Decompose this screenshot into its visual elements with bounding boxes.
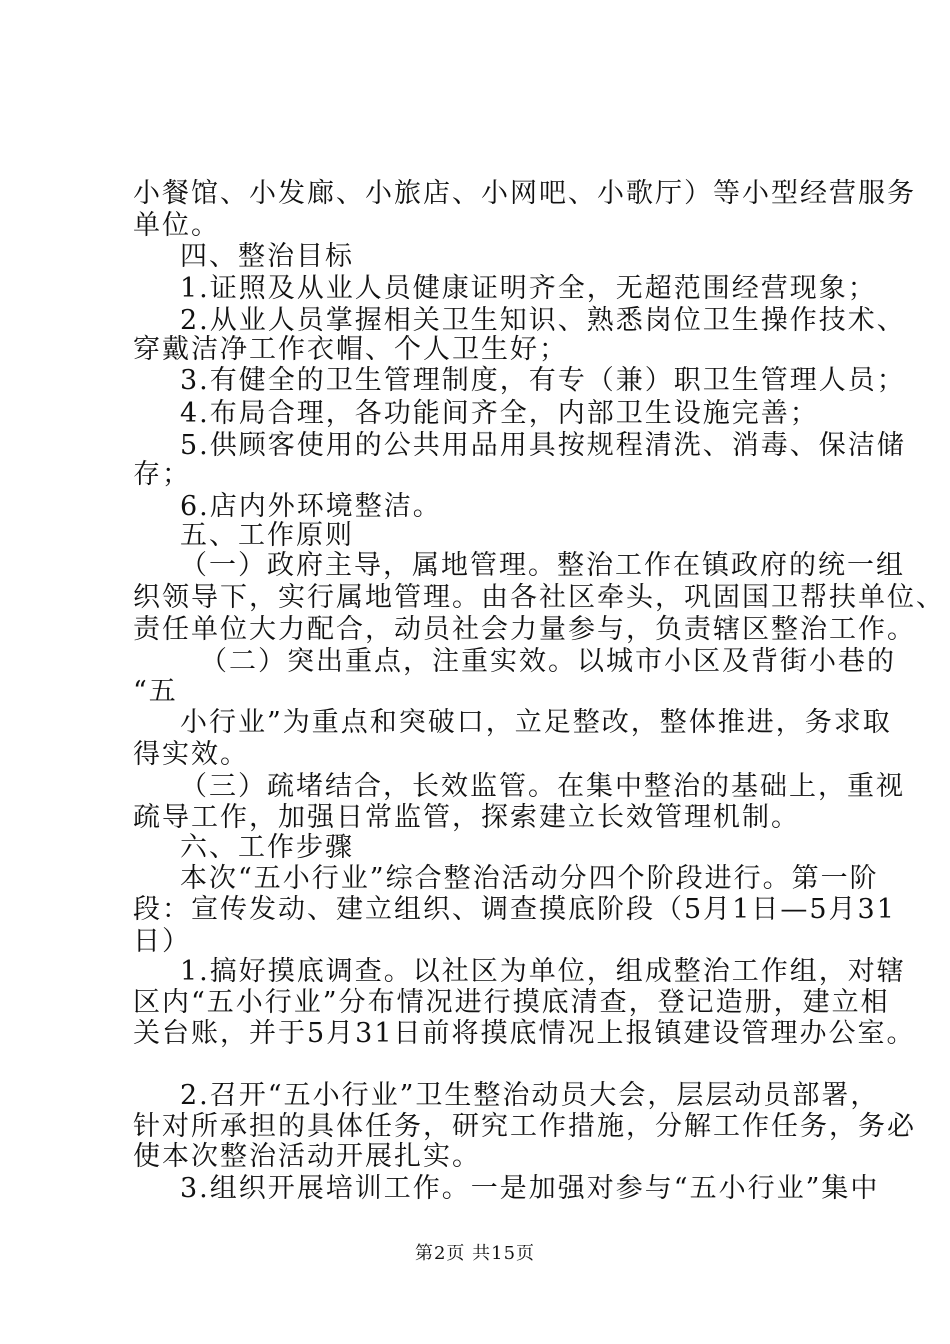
body-line: 6.店内外环境整洁。	[180, 491, 442, 522]
section-heading: 六、工作步骤	[180, 832, 354, 863]
body-line: 责任单位大力配合，动员社会力量参与，负责辖区整治工作。	[133, 614, 916, 645]
body-line: 关台账，并于5月31日前将摸底情况上报镇建设管理办公室。	[133, 1018, 916, 1049]
body-line: 小餐馆、小发廊、小旅店、小网吧、小歌厅）等小型经营服务	[133, 178, 916, 209]
body-line: 5.供顾客使用的公共用品用具按规程清洗、消毒、保洁储	[180, 430, 906, 461]
body-line: 2.从业人员掌握相关卫生知识、熟悉岗位卫生操作技术、	[180, 305, 906, 336]
body-line: 4.布局合理，各功能间齐全，内部卫生设施完善；	[180, 398, 819, 429]
body-line: 得实效。	[133, 739, 249, 770]
body-line: 3.有健全的卫生管理制度，有专（兼）职卫生管理人员；	[180, 365, 906, 396]
body-line: 本次“五小行业”综合整治活动分四个阶段进行。第一阶	[180, 863, 879, 894]
body-line: 单位。	[133, 210, 220, 241]
body-line: 2.召开“五小行业”卫生整治动员大会，层层动员部署，	[180, 1080, 880, 1111]
body-line: （二）突出重点，注重实效。以城市小区及背街小巷的	[200, 646, 896, 677]
body-line: （一）政府主导，属地管理。整治工作在镇政府的统一组	[180, 550, 905, 581]
section-heading: 四、整治目标	[180, 241, 354, 272]
body-line: “五	[133, 676, 178, 707]
body-line: 存；	[133, 459, 191, 490]
body-line: 区内“五小行业”分布情况进行摸底清查，登记造册，建立相	[133, 987, 890, 1018]
body-line: 针对所承担的具体任务，研究工作措施，分解工作任务，务必	[133, 1111, 916, 1142]
body-line: 1.搞好摸底调查。以社区为单位，组成整治工作组，对辖	[180, 956, 906, 987]
body-line: 穿戴洁净工作衣帽、个人卫生好；	[133, 334, 568, 365]
body-line: 段：宣传发动、建立组织、调查摸底阶段（5月1日—5月31	[133, 894, 896, 925]
body-line: 日）	[133, 926, 191, 957]
body-line: 1.证照及从业人员健康证明齐全，无超范围经营现象；	[180, 273, 877, 304]
body-line: 3.组织开展培训工作。一是加强对参与“五小行业”集中	[180, 1173, 880, 1204]
body-line: 使本次整治活动开展扎实。	[133, 1141, 481, 1172]
body-line: （三）疏堵结合，长效监管。在集中整治的基础上，重视	[180, 771, 905, 802]
body-line: 小行业”为重点和突破口，立足整改，整体推进，务求取	[180, 707, 892, 738]
body-line: 织领导下，实行属地管理。由各社区牵头，巩固国卫帮扶单位、	[133, 582, 945, 613]
page-footer: 第2页 共15页	[414, 1243, 536, 1264]
body-line: 疏导工作，加强日常监管，探索建立长效管理机制。	[133, 802, 800, 833]
section-heading: 五、工作原则	[180, 520, 354, 551]
